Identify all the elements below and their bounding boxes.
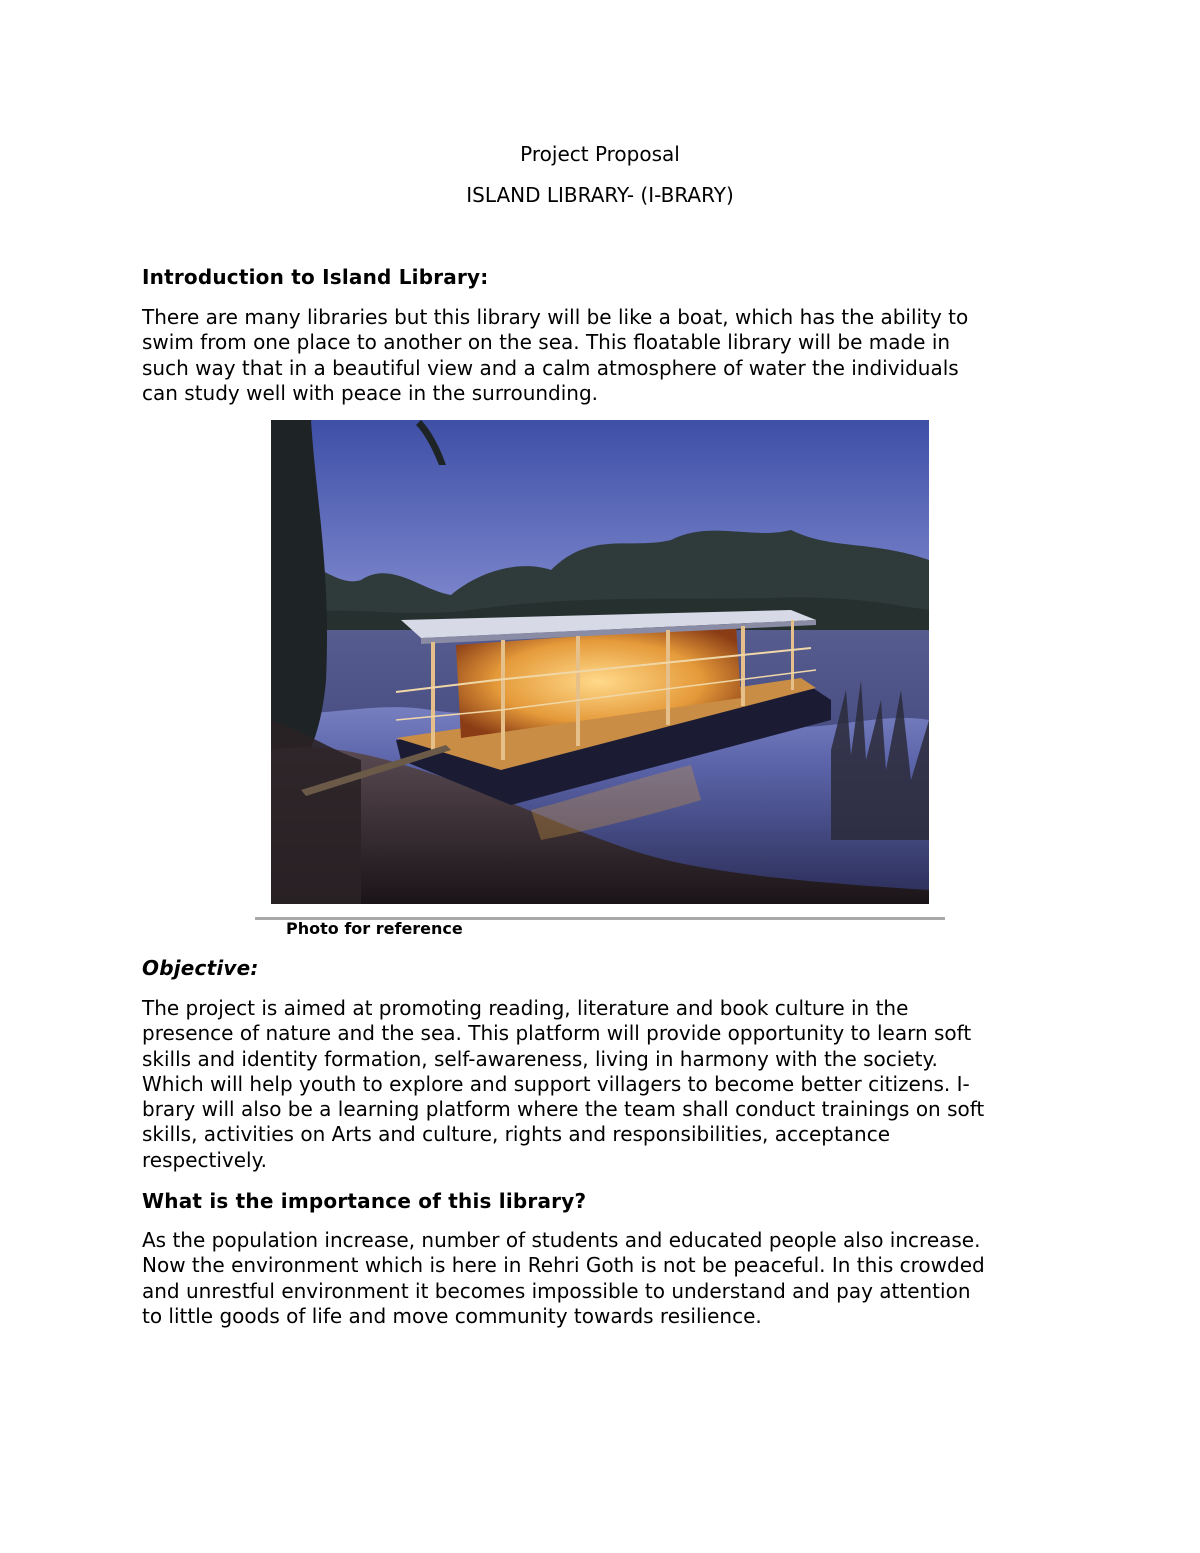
section-body-importance: As the population increase, number of students and educated people also increase. Now the environment which is here in Rehri Goth is not be peaceful. In this crowded and unrestful environment it becomes impossible to understand and pay attention to little goods of life and move community towards resilience. [142, 1228, 985, 1328]
section-heading-introduction: Introduction to Island Library: [142, 265, 489, 289]
section-heading-importance: What is the importance of this library? [142, 1189, 587, 1213]
section-body-introduction: There are many libraries but this library will be like a boat, which has the ability to swim from one place to another on the sea. This floatable library will be made in such way that in a beautiful view and a calm atmosphere of water the individuals can study well with peace in the surrounding. [142, 305, 969, 405]
section-body-objective: The project is aimed at promoting reading, literature and book culture in the presence of nature and the sea. This platform will provide opportunity to learn soft skills and identity formation, self-awareness, living in harmony with the society. Which will help youth to explore and support villagers to become better citizens. I- brary will also be a learning platform where the team shall conduct trainings on soft skills, activities on Arts and culture, rights and responsibilities, acceptance respectively. [142, 996, 985, 1172]
figure-caption: Photo for reference [286, 919, 463, 938]
document-title: Project Proposal [520, 142, 680, 166]
section-heading-objective: Objective: [142, 956, 259, 980]
document-subtitle: ISLAND LIBRARY- (I-BRARY) [466, 183, 734, 207]
houseboat-photo [271, 420, 929, 904]
